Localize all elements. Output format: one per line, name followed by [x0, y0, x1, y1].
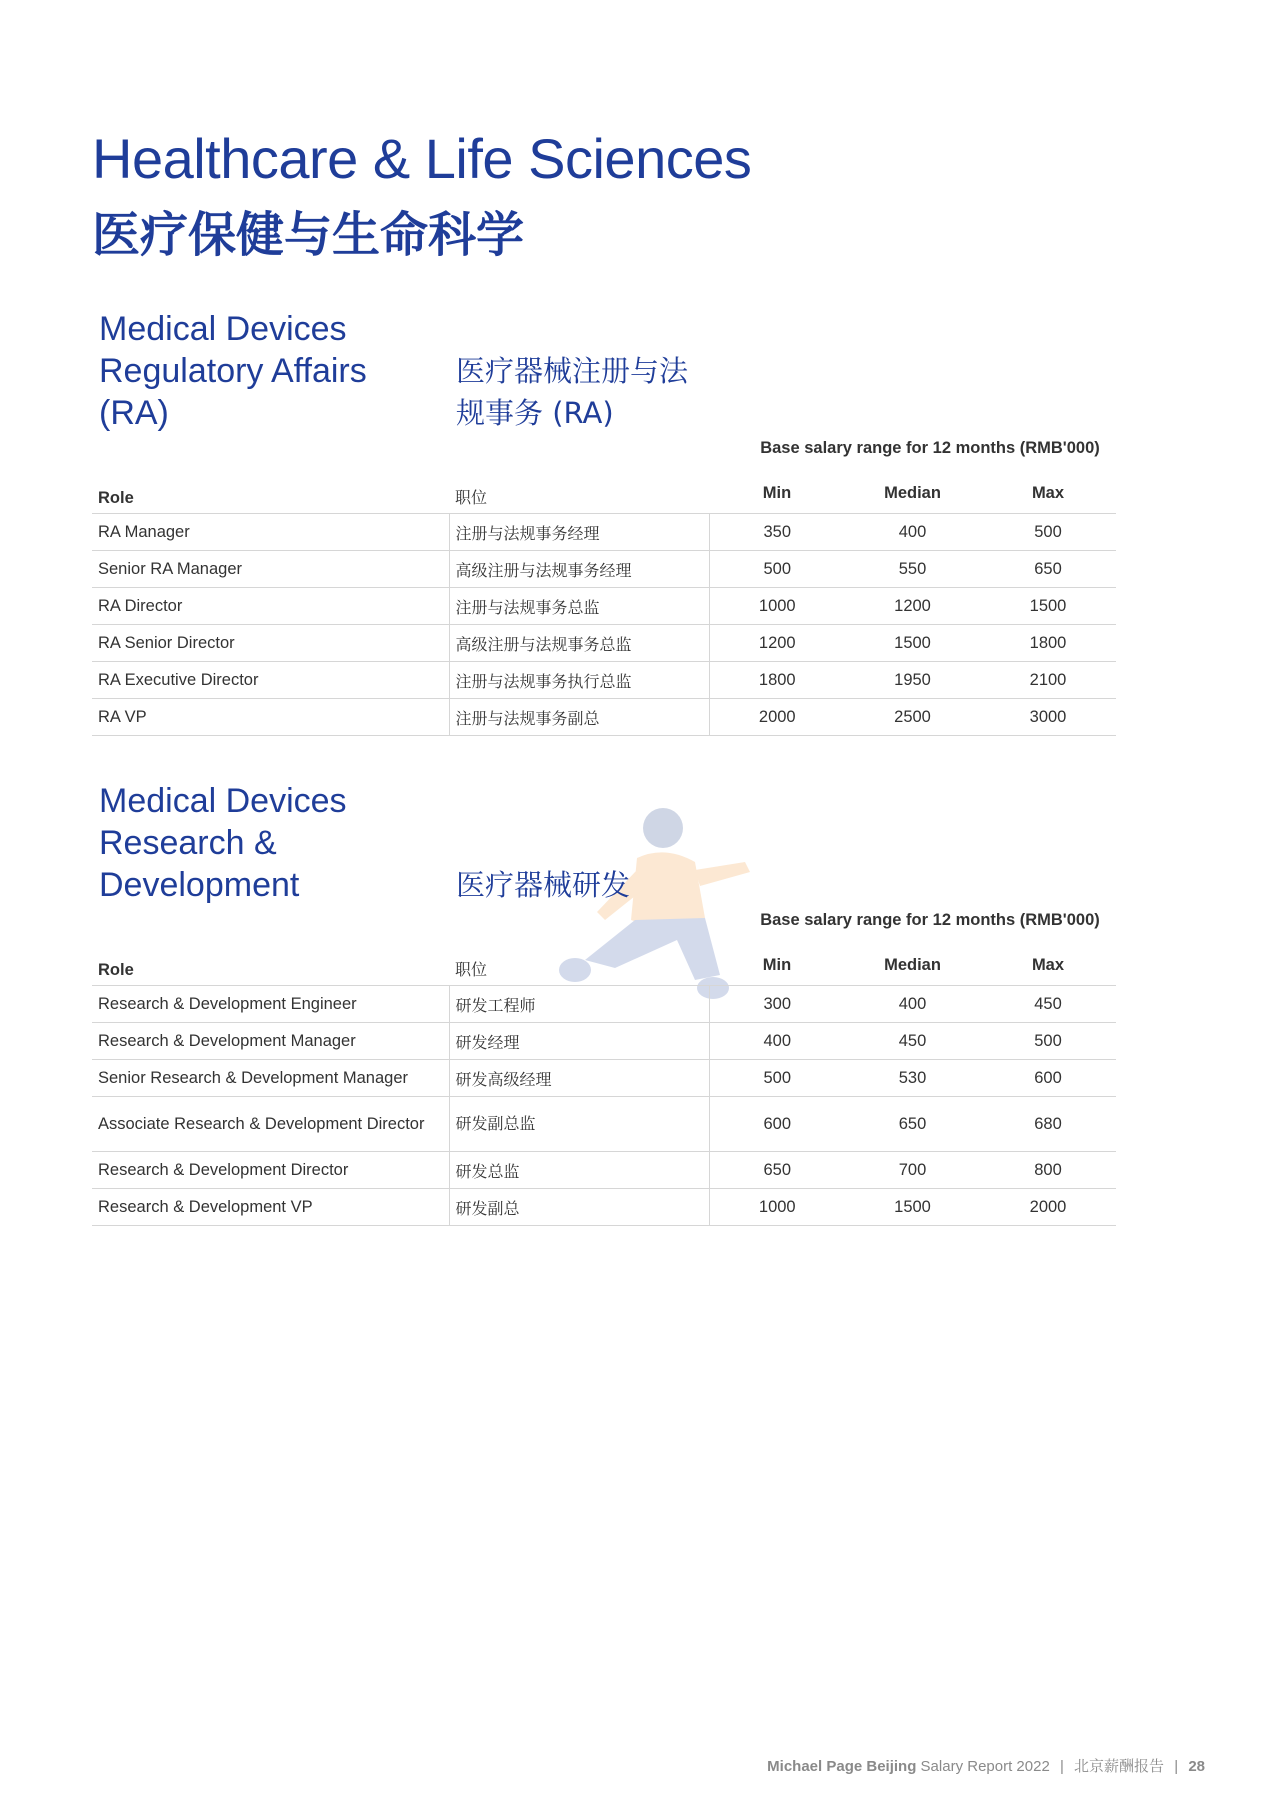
cell-median: 650 [845, 1097, 980, 1152]
cell-min: 350 [709, 514, 845, 551]
column-header-max: Max [1031, 484, 1065, 502]
column-header-max: Max [1031, 956, 1065, 974]
column-header-role: Role [98, 961, 134, 979]
cell-role: Senior RA Manager [92, 551, 449, 588]
cell-max: 500 [980, 1023, 1116, 1060]
table-row [92, 1189, 1116, 1226]
cell-min: 500 [709, 551, 845, 588]
cell-median: 530 [845, 1060, 980, 1097]
cell-max: 500 [980, 514, 1116, 551]
cell-role: Research & Development Engineer [92, 986, 449, 1023]
cell-median: 1500 [845, 625, 980, 662]
footer-brand: Michael Page Beijing [767, 1758, 917, 1775]
cell-median: 550 [845, 551, 980, 588]
table-header-row [92, 938, 1116, 986]
section-rd-salary-caption: Base salary range for 12 months (RMB'000) [760, 911, 1100, 929]
table-row [92, 625, 1116, 662]
column-header-min: Min [762, 956, 792, 974]
section-ra-title-zh: 医疗器械注册与法 规事务 (RA) [456, 354, 689, 430]
section-ra-title-en: Medical Devices Regulatory Affairs (RA) [99, 310, 367, 432]
cell-max: 1500 [980, 588, 1116, 625]
table-row [92, 1097, 1116, 1152]
cell-min: 500 [709, 1060, 845, 1097]
cell-role-zh: 注册与法规事务执行总监 [449, 662, 709, 699]
cell-role-zh: 高级注册与法规事务总监 [449, 625, 709, 662]
section-rd-title-zh: 医疗器械研发 [456, 868, 631, 902]
table-header-row [92, 466, 1116, 514]
footer-separator: | [1174, 1758, 1179, 1775]
column-header-median: Median [884, 956, 941, 974]
cell-role: RA Executive Director [92, 662, 449, 699]
cell-max: 650 [980, 551, 1116, 588]
cell-median: 1200 [845, 588, 980, 625]
cell-max: 600 [980, 1060, 1116, 1097]
table-row [92, 662, 1116, 699]
cell-min: 650 [709, 1152, 845, 1189]
section-ra-salary-caption: Base salary range for 12 months (RMB'000) [760, 439, 1100, 457]
section-rd-title-en: Medical Devices Research & Development [99, 782, 347, 904]
cell-role: Senior Research & Development Manager [92, 1060, 449, 1097]
column-header-min: Min [762, 484, 792, 502]
cell-min: 1800 [709, 662, 845, 699]
page-title-en: Healthcare & Life Sciences [92, 127, 752, 190]
cell-max: 2000 [980, 1189, 1116, 1226]
cell-role: RA Manager [92, 514, 449, 551]
cell-max: 450 [980, 986, 1116, 1023]
cell-max: 1800 [980, 625, 1116, 662]
cell-max: 2100 [980, 662, 1116, 699]
cell-role: Research & Development Manager [92, 1023, 449, 1060]
cell-role-zh: 注册与法规事务总监 [449, 588, 709, 625]
cell-role-zh: 高级注册与法规事务经理 [449, 551, 709, 588]
footer-report-zh: 北京薪酬报告 [1074, 1757, 1165, 1775]
rd-salary-table [92, 938, 1116, 1226]
cell-min: 400 [709, 1023, 845, 1060]
cell-max: 800 [980, 1152, 1116, 1189]
table-row [92, 588, 1116, 625]
page-title-zh: 医疗保健与生命科学 [92, 207, 525, 263]
cell-role: RA VP [92, 699, 449, 736]
cell-min: 300 [709, 986, 845, 1023]
cell-min: 2000 [709, 699, 845, 736]
illustration-head [643, 808, 683, 848]
cell-role-zh: 注册与法规事务副总 [449, 699, 709, 736]
cell-role-zh: 研发副总 [449, 1189, 709, 1226]
cell-role: Associate Research & Development Director [92, 1097, 449, 1152]
cell-median: 400 [845, 514, 980, 551]
column-header-median: Median [884, 484, 941, 502]
cell-role-zh: 研发副总监 [449, 1097, 709, 1152]
cell-min: 600 [709, 1097, 845, 1152]
page-footer [767, 1755, 1205, 1776]
page-number: 28 [1188, 1758, 1205, 1775]
cell-role-zh: 研发工程师 [449, 986, 709, 1023]
table-row [92, 1060, 1116, 1097]
cell-median: 400 [845, 986, 980, 1023]
column-header-role-zh: 职位 [455, 488, 488, 507]
cell-min: 1200 [709, 625, 845, 662]
cell-median: 2500 [845, 699, 980, 736]
cell-min: 1000 [709, 588, 845, 625]
cell-role-zh: 研发总监 [449, 1152, 709, 1189]
table-row [92, 1152, 1116, 1189]
cell-median: 1500 [845, 1189, 980, 1226]
cell-role-zh: 注册与法规事务经理 [449, 514, 709, 551]
footer-separator: | [1059, 1758, 1064, 1775]
cell-max: 3000 [980, 699, 1116, 736]
cell-max: 680 [980, 1097, 1116, 1152]
table-row [92, 699, 1116, 736]
table-row [92, 551, 1116, 588]
cell-role: Research & Development Director [92, 1152, 449, 1189]
cell-role-zh: 研发高级经理 [449, 1060, 709, 1097]
footer-report: Salary Report 2022 [920, 1758, 1050, 1775]
table-row [92, 514, 1116, 551]
cell-role: RA Director [92, 588, 449, 625]
column-header-role-zh: 职位 [455, 960, 488, 979]
ra-salary-table [92, 466, 1116, 736]
cell-median: 450 [845, 1023, 980, 1060]
cell-role: RA Senior Director [92, 625, 449, 662]
cell-median: 700 [845, 1152, 980, 1189]
table-row [92, 1023, 1116, 1060]
cell-median: 1950 [845, 662, 980, 699]
cell-role-zh: 研发经理 [449, 1023, 709, 1060]
column-header-role: Role [98, 489, 134, 507]
table-row [92, 986, 1116, 1023]
cell-min: 1000 [709, 1189, 845, 1226]
cell-role: Research & Development VP [92, 1189, 449, 1226]
